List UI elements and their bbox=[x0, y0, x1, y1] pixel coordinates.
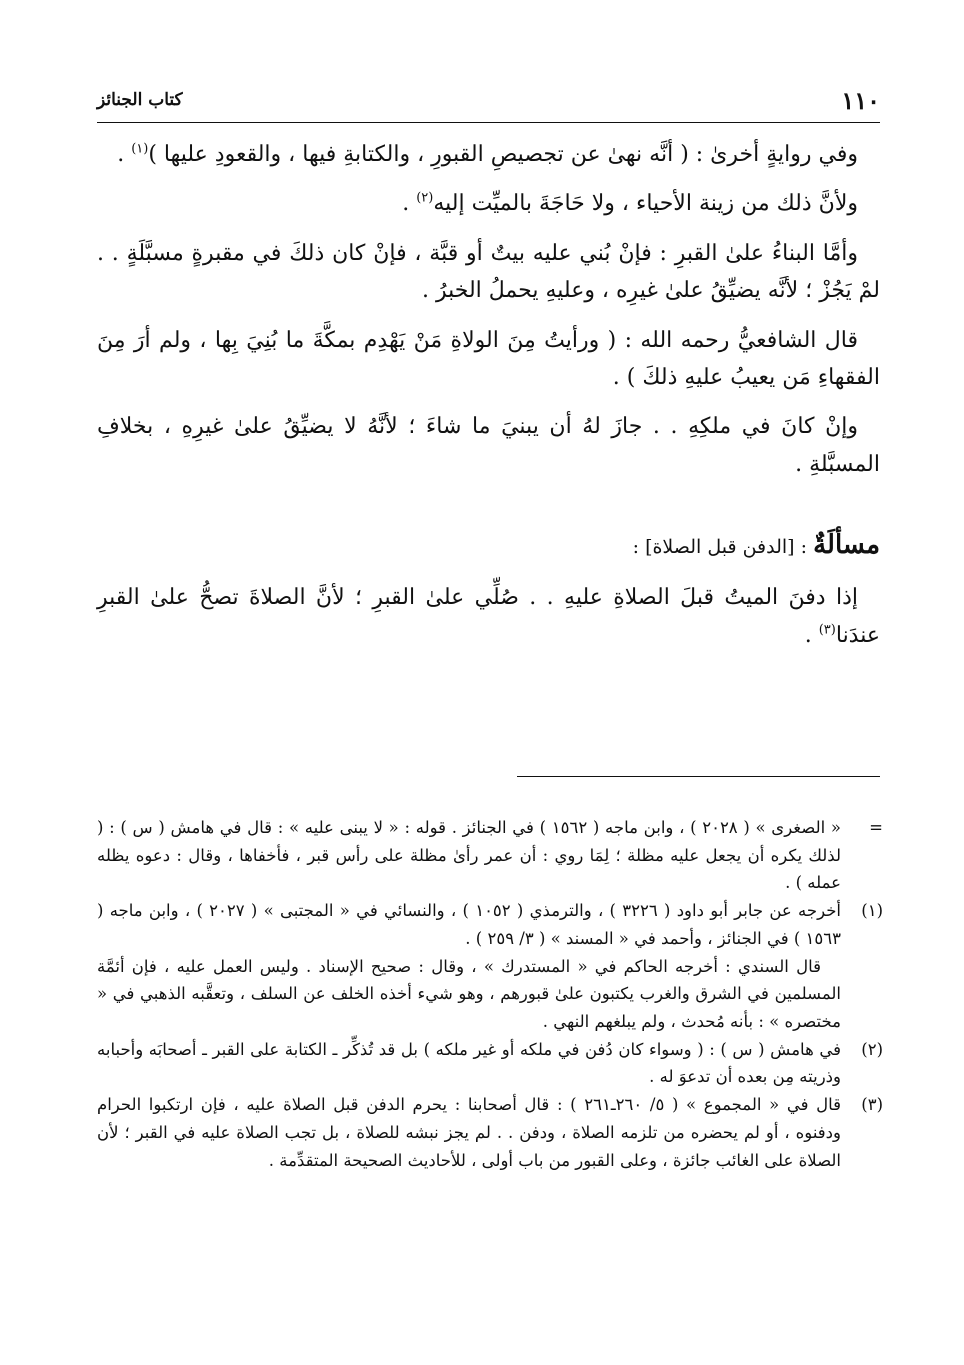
paragraph-2-end: . bbox=[402, 191, 417, 217]
footnote-1-text: أخرجه عن جابر أبو داود ( ٣٢٢٦ ) ، والترمذي ( ١٠٥٢ ) ، والنسائي في « المجتبى » ( ٢٠٢٧ ) ، وابن ماجه ( ١٥٦٣ ) في الجنائز ، وأحمد في « المسند » ( ٣/ ٢٥٩ ) . bbox=[97, 901, 841, 948]
footnote-separator bbox=[517, 776, 880, 777]
footnote-3 bbox=[97, 1091, 883, 1174]
main-text bbox=[97, 136, 880, 666]
footnotes bbox=[97, 814, 883, 1174]
running-title: كتاب الجنائز bbox=[97, 90, 183, 110]
paragraph-1-end: . bbox=[117, 142, 132, 167]
footnote-1 bbox=[97, 897, 883, 1036]
masala-word: مسألَةٌ bbox=[813, 530, 880, 561]
paragraph-1 bbox=[97, 136, 880, 173]
footnote-3-marker: (٣) bbox=[861, 1095, 883, 1115]
paragraph-2-text: ولأنَّ ذلك من زينة الأحياء ، ولا حَاجَةَ بالميِّت إليه bbox=[433, 191, 858, 217]
footnote-1-body bbox=[97, 897, 841, 1036]
paragraph-4: قال الشافعيُّ رحمه الله : ( ورأيتُ مِنَ الولاةِ مَنْ يَهْدِم بمكَّةَ ما بُنِيَ بِها ، ولم أرَ مِنَ الفقهاءِ مَن يعيبُ عليهِ ذلكَ ) . bbox=[97, 327, 880, 390]
footnote-ref-2: (٢) bbox=[416, 191, 434, 207]
page-header bbox=[97, 86, 880, 120]
paragraph-2 bbox=[97, 185, 880, 222]
masala-heading bbox=[97, 523, 880, 567]
footnote-2-text: في هامش ( س ) : ( وسواء كان دُفن في ملكه أو غير ملكه ) بل قد تُذكِّر ـ الكتابة على القبر ـ أصحابَه وأحبابه وذريته مِن بعده أن تدعوَ له . bbox=[97, 1039, 841, 1087]
page-number: ١١٠ bbox=[841, 86, 880, 115]
paragraph-6 bbox=[97, 579, 880, 654]
masala-title: : [الدفن قبل الصلاة] : bbox=[632, 536, 814, 559]
footnote-2-marker: (٢) bbox=[861, 1039, 883, 1059]
paragraph-1-text: وفي روايةٍ أخرىٰ : ( أنَّه نهىٰ عن تجصيصِ القبورِ ، والكتابةِ فيها ، والقعودِ عليها ) bbox=[148, 142, 858, 167]
paragraph-5: وإنْ كانَ في ملكِهِ . . جازَ لهُ أن يبنيَ ما شاءَ ؛ لأنَّهُ لا يضيِّقُ علىٰ غيرِهِ ، بخلافِ المسبَّلةِ . bbox=[97, 414, 880, 477]
footnote-ref-3: (٣) bbox=[818, 622, 836, 638]
footnote-ref-1: (١) bbox=[131, 141, 149, 157]
paragraph-3: وأمَّا البناءُ علىٰ القبرِ : فإنْ بُني عليه بيتٌ أو قبَّة ، فإنْ كان ذلكَ في مقبرةٍ مسبَّلَةٍ . . لمْ يَجُزْ ؛ لأنَّه يضيِّقُ علىٰ غيرِه ، وعليهِ يحملُ الخبرُ . bbox=[97, 240, 880, 304]
footnote-2 bbox=[97, 1036, 883, 1091]
footnote-continuation-text: « الصغرى » ( ٢٠٢٨ ) ، وابن ماجه ( ١٥٦٢ ) في الجنائز . قوله : « لا يبنى عليه » : قال في هامش ( س ) : ( لذلك يكره أن يجعل عليه مظلة ؛ لِمَا روي : أن عمر رأىٰ مظلة على رأس قبر ، فأخفاها ، وقال : دعوه يظله عمله ) . bbox=[97, 818, 841, 893]
footnote-1-marker: (١) bbox=[861, 901, 883, 921]
paragraph-6-text: إذا دفنَ الميتُ قبلَ الصلاةِ عليهِ . . صُلِّي علىٰ القبرِ ؛ لأنَّ الصلاةَ تصحُّ علىٰ القبرِ عندَنا bbox=[97, 585, 880, 648]
footnote-continuation-marker: = bbox=[869, 818, 883, 837]
header-rule bbox=[97, 122, 880, 123]
footnote-3-text: قال في « المجموع » ( ٥/ ٢٦٠ـ٢٦١ ) : قال أصحابنا : يحرم الدفن قبل الصلاة عليه ، فإن ارتكبوا الحرام ودفنوه ، أو لم يحضره من تلزمه الصلاة ، ودفن . . لم يجز نبشه للصلاة ، بل تجب الصلاة عليه في القبر ؛ لأن الصلاة على الغائب جائزة ، وعلى القبور من باب أولى ، للأحاديث الصحيحة المتقدِّمة . bbox=[97, 1095, 841, 1170]
footnote-continuation bbox=[97, 814, 883, 897]
footnote-1-text-2: قال السندي : أخرجه الحاكم في « المستدرك » ، وقال : صحيح الإسناد . وليس العمل عليه ، فإن أئمَّة المسلمين في الشرق والغرب يكتبون علىٰ قبورهم ، وهو شيء أخذه الخلف عن السلف ، وتعقَّبه الذهبي في « مختصره » : بأنه مُحدث ، ولم يبلغهم النهي . bbox=[97, 956, 841, 1032]
paragraph-6-end: . bbox=[804, 622, 819, 648]
